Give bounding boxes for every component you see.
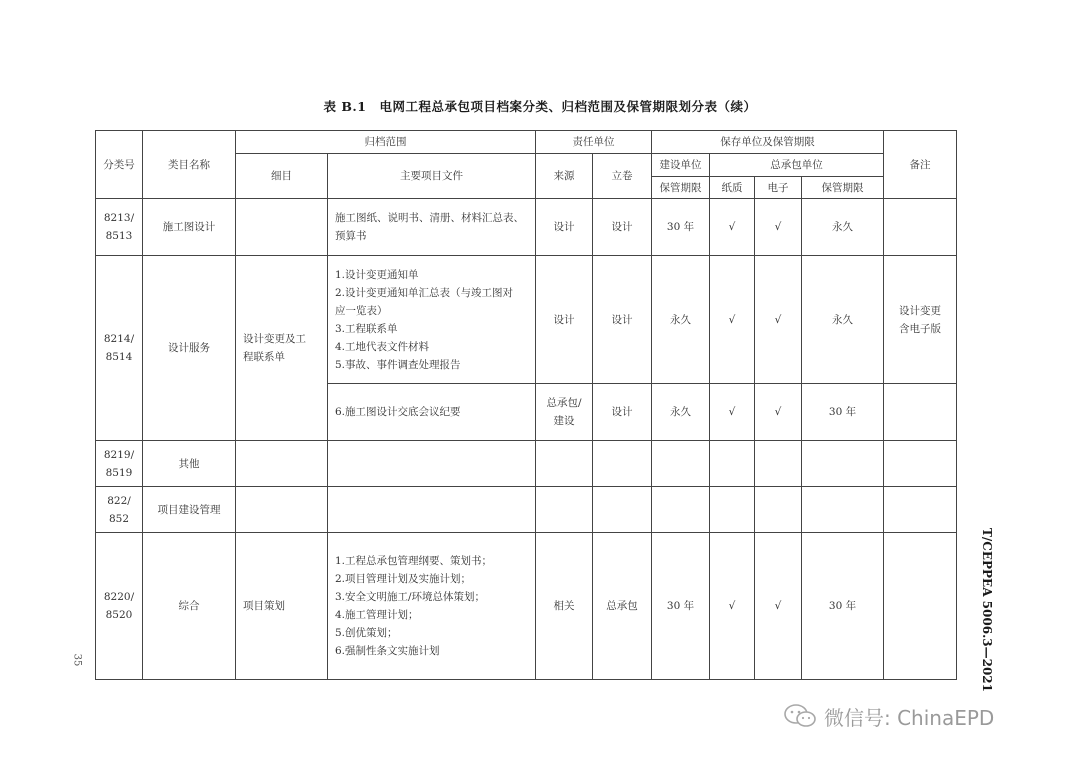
cell-electronic: √	[755, 256, 802, 384]
cell-electronic	[755, 441, 802, 487]
table-row	[96, 256, 957, 384]
header-item: 细目	[236, 154, 328, 199]
archive-table	[95, 130, 957, 680]
cell-filing	[593, 487, 652, 533]
cell-owner-period: 30 年	[652, 199, 710, 256]
header-filing: 立卷	[593, 154, 652, 199]
cell-filing: 设计	[593, 256, 652, 384]
cell-source	[536, 441, 593, 487]
header-retention: 保存单位及保管期限	[652, 131, 884, 154]
cell-remark	[884, 384, 957, 441]
cell-remark	[884, 199, 957, 256]
header-code: 分类号	[96, 131, 143, 199]
cell-item: 设计变更及工 程联系单	[236, 256, 328, 441]
cell-files: 1.工程总承包管理纲要、策划书； 2.项目管理计划及实施计划； 3.安全文明施工/环境总体策划； 4.施工管理计划； 5.创优策划； 6.强制性条文实施计划	[328, 533, 536, 680]
header-archive-scope: 归档范围	[236, 131, 536, 154]
cell-electronic: √	[755, 533, 802, 680]
cell-code: 8213/ 8513	[96, 199, 143, 256]
cell-source: 总承包/ 建设	[536, 384, 593, 441]
cell-files: 1.设计变更通知单 2.设计变更通知单汇总表（与竣工图对 应一览表） 3.工程联系单 4.工地代表文件材料 5.事故、事件调查处理报告	[328, 256, 536, 384]
cell-filing	[593, 441, 652, 487]
cell-filing: 设计	[593, 199, 652, 256]
header-electronic: 电子	[755, 177, 802, 199]
cell-item: 项目策划	[236, 533, 328, 680]
cell-period: 永久	[802, 256, 884, 384]
cell-owner-period	[652, 441, 710, 487]
cell-owner-period: 30 年	[652, 533, 710, 680]
header-contractor-unit: 总承包单位	[710, 154, 884, 177]
cell-period	[802, 441, 884, 487]
cell-paper: √	[710, 384, 755, 441]
header-paper: 纸质	[710, 177, 755, 199]
cell-code: 8220/ 8520	[96, 533, 143, 680]
header-remarks: 备注	[884, 131, 957, 199]
table-title: 表 B.1 电网工程总承包项目档案分类、归档范围及保管期限划分表（续）	[323, 99, 757, 114]
table-row	[96, 199, 957, 256]
cell-filing: 设计	[593, 384, 652, 441]
cell-remark	[884, 487, 957, 533]
cell-owner-period: 永久	[652, 256, 710, 384]
cell-paper	[710, 441, 755, 487]
cell-category: 其他	[143, 441, 236, 487]
header-construction-unit: 建设单位	[652, 154, 710, 177]
wechat-icon	[782, 702, 818, 730]
cell-code: 8219/ 8519	[96, 441, 143, 487]
cell-category: 设计服务	[143, 256, 236, 441]
cell-period: 30 年	[802, 533, 884, 680]
cell-category: 项目建设管理	[143, 487, 236, 533]
cell-item	[236, 199, 328, 256]
header-category: 类目名称	[143, 131, 236, 199]
cell-paper: √	[710, 533, 755, 680]
cell-category: 综合	[143, 533, 236, 680]
cell-remark	[884, 441, 957, 487]
cell-files	[328, 441, 536, 487]
header-main-files: 主要项目文件	[328, 154, 536, 199]
cell-files: 6.施工图设计交底会议纪要	[328, 384, 536, 441]
standard-code-label: T/CEPPEA 5006.3—2021	[980, 527, 994, 693]
cell-owner-period: 永久	[652, 384, 710, 441]
cell-files	[328, 487, 536, 533]
cell-code: 822/ 852	[96, 487, 143, 533]
table-row	[96, 441, 957, 487]
cell-source: 相关	[536, 533, 593, 680]
cell-item	[236, 441, 328, 487]
cell-owner-period	[652, 487, 710, 533]
header-responsibility: 责任单位	[536, 131, 652, 154]
cell-source: 设计	[536, 199, 593, 256]
header-retention-period-2: 保管期限	[802, 177, 884, 199]
watermark-text: 微信号: ChinaEPD	[824, 705, 995, 730]
cell-period: 永久	[802, 199, 884, 256]
table-row	[96, 487, 957, 533]
table-row	[96, 533, 957, 680]
cell-filing: 总承包	[593, 533, 652, 680]
cell-paper	[710, 487, 755, 533]
cell-code: 8214/ 8514	[96, 256, 143, 441]
header-retention-period: 保管期限	[652, 177, 710, 199]
cell-item	[236, 487, 328, 533]
cell-paper: √	[710, 256, 755, 384]
header-source: 来源	[536, 154, 593, 199]
cell-category: 施工图设计	[143, 199, 236, 256]
cell-remark	[884, 533, 957, 680]
watermark	[782, 700, 994, 732]
cell-electronic: √	[755, 199, 802, 256]
cell-paper: √	[710, 199, 755, 256]
cell-source	[536, 487, 593, 533]
cell-remark: 设计变更 含电子版	[884, 256, 957, 384]
cell-files: 施工图纸、说明书、清册、材料汇总表、 预算书	[328, 199, 536, 256]
cell-electronic: √	[755, 384, 802, 441]
cell-source: 设计	[536, 256, 593, 384]
cell-electronic	[755, 487, 802, 533]
page-number: 35	[71, 653, 83, 667]
cell-period: 30 年	[802, 384, 884, 441]
cell-period	[802, 487, 884, 533]
